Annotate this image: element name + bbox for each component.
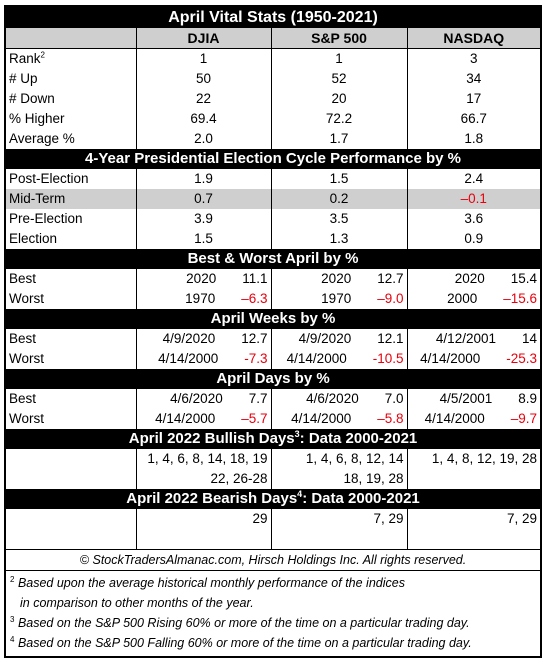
cell-djia: 4/9/2020 12.7: [136, 329, 271, 349]
row-label: Post-Election: [9, 171, 89, 186]
cell-sp500: 52: [271, 69, 407, 89]
cell-djia: 69.4: [136, 109, 271, 129]
spacer-cell: [6, 529, 136, 550]
cell-sp500: 4/14/2000 –5.8: [271, 409, 407, 429]
bearish-row: [6, 509, 540, 529]
cell-nasdaq: 3.6: [407, 209, 540, 229]
column-header-sp500: S&P 500: [271, 28, 407, 49]
row-label: [6, 509, 136, 529]
row-label: Mid-Term: [6, 189, 136, 209]
cell-djia: 2.0: [136, 129, 271, 149]
weeks-row-best: [6, 329, 540, 349]
cell-sp500: 0.2: [271, 189, 407, 209]
cell-nasdaq: 2.4: [407, 169, 540, 189]
cell-sp500: 4/14/2000 -10.5: [271, 349, 407, 369]
vital-stats-panel: [4, 5, 542, 658]
row-label: % Higher: [9, 111, 65, 126]
cell-djia: 4/6/2020 7.7: [136, 389, 271, 409]
cell-sp500: 1, 4, 6, 8, 12, 14: [271, 449, 407, 469]
footnote-4: $^4$ Based on the S&P 500 Falling 60% or more of the time on a particular trading day.: [10, 634, 472, 650]
row-label: # Down: [9, 91, 55, 106]
stat-row-down: [6, 89, 540, 109]
cell-nasdaq: 66.7: [407, 109, 540, 129]
cell-djia: 3.9: [136, 209, 271, 229]
cell-sp500: 7, 29: [271, 509, 407, 529]
row-label: Worst: [9, 351, 45, 366]
row-label: [6, 469, 136, 489]
cell-djia: 1: [136, 49, 271, 70]
cell-nasdaq: 2020 15.4: [407, 269, 540, 289]
election-row-midterm: [6, 189, 540, 209]
cell-nasdaq: –0.1: [407, 189, 540, 209]
copyright-text: © StockTradersAlmanac.com, Hirsch Holdings Inc. All rights reserved.: [6, 550, 540, 571]
footnotes: [6, 570, 540, 656]
cell-nasdaq: 3: [407, 49, 540, 70]
bullish-row-2: [6, 469, 540, 489]
cell-nasdaq: 1, 4, 8, 12, 19, 28: [407, 449, 540, 469]
cell-nasdaq: 4/5/2001 8.9: [407, 389, 540, 409]
cell-djia: 22: [136, 89, 271, 109]
cell-sp500: 20: [271, 89, 407, 109]
cell-nasdaq: 4/14/2000 -25.3: [407, 349, 540, 369]
cell-sp500: 18, 19, 28: [271, 469, 407, 489]
row-label: Pre-Election: [9, 211, 83, 226]
row-label: [6, 449, 136, 469]
cell-djia: 1.5: [136, 229, 271, 249]
cell-sp500: 1.5: [271, 169, 407, 189]
stat-row-rank: [6, 49, 540, 70]
section-title: April 2022 Bearish Days$^4$: Data 2000-2021: [6, 489, 540, 509]
cell-nasdaq: 34: [407, 69, 540, 89]
cell-sp500: 2020 12.7: [271, 269, 407, 289]
row-label: # Up: [9, 71, 38, 86]
vital-stats-table: [6, 7, 540, 570]
cell-djia: 1.9: [136, 169, 271, 189]
cell-nasdaq: 7, 29: [407, 509, 540, 529]
cell-djia: 22, 26-28: [136, 469, 271, 489]
row-label: Rank$^2$: [9, 50, 45, 66]
row-label: Best: [9, 391, 37, 406]
cell-nasdaq: 1.8: [407, 129, 540, 149]
copyright-row: [6, 550, 540, 571]
cell-nasdaq: 0.9: [407, 229, 540, 249]
cell-sp500: 1.7: [271, 129, 407, 149]
best-worst-row-best: [6, 269, 540, 289]
cell-nasdaq: [407, 469, 540, 489]
cell-sp500: 4/6/2020 7.0: [271, 389, 407, 409]
row-label: Election: [9, 231, 58, 246]
row-label: Best: [9, 271, 37, 286]
section-title: April Weeks by %: [6, 309, 540, 329]
section-title: April 2022 Bullish Days$^3$: Data 2000-2021: [6, 429, 540, 449]
stat-row-higher: [6, 109, 540, 129]
title-row: [6, 7, 540, 28]
cell-sp500: 4/9/2020 12.1: [271, 329, 407, 349]
cell-sp500: 72.2: [271, 109, 407, 129]
cell-djia: 50: [136, 69, 271, 89]
cell-djia: 2020 11.1: [136, 269, 271, 289]
cell-sp500: 1970 –9.0: [271, 289, 407, 309]
stat-row-average: [6, 129, 540, 149]
row-label: Average %: [9, 131, 75, 146]
cell-djia: 29: [136, 509, 271, 529]
column-header-row: [6, 28, 540, 49]
best-worst-row-worst: [6, 289, 540, 309]
spacer-cell: [407, 529, 540, 550]
days-row-best: [6, 389, 540, 409]
bearish-spacer-row: [6, 529, 540, 550]
cell-djia: 4/14/2000 –5.7: [136, 409, 271, 429]
cell-sp500: 3.5: [271, 209, 407, 229]
section-header-bearish: [6, 489, 540, 509]
row-label: Best: [9, 331, 37, 346]
cell-sp500: 1: [271, 49, 407, 70]
footnote-3: $^3$ Based on the S&P 500 Rising 60% or more of the time on a particular trading day.: [10, 614, 470, 630]
cell-nasdaq: 2000 –15.6: [407, 289, 540, 309]
section-title: Best & Worst April by %: [6, 249, 540, 269]
page-title: April Vital Stats (1950-2021): [6, 7, 540, 28]
days-row-worst: [6, 409, 540, 429]
section-header-weeks: [6, 309, 540, 329]
cell-djia: 4/14/2000 -7.3: [136, 349, 271, 369]
cell-sp500: 1.3: [271, 229, 407, 249]
column-header-blank: [6, 28, 136, 49]
footnote-2-continued: in comparison to other months of the year.: [20, 596, 254, 610]
cell-nasdaq: 4/12/2001 14: [407, 329, 540, 349]
weeks-row-worst: [6, 349, 540, 369]
spacer-cell: [271, 529, 407, 550]
row-label: Worst: [9, 291, 45, 306]
section-title: April Days by %: [6, 369, 540, 389]
election-row-post: [6, 169, 540, 189]
election-row-pre: [6, 209, 540, 229]
section-header-bullish: [6, 429, 540, 449]
bullish-row-1: [6, 449, 540, 469]
column-header-djia: DJIA: [136, 28, 271, 49]
section-title: 4-Year Presidential Election Cycle Performance by %: [6, 149, 540, 169]
cell-nasdaq: 4/14/2000 –9.7: [407, 409, 540, 429]
spacer-cell: [136, 529, 271, 550]
cell-nasdaq: 17: [407, 89, 540, 109]
column-header-nasdaq: NASDAQ: [407, 28, 540, 49]
section-header-days: [6, 369, 540, 389]
cell-djia: 0.7: [136, 189, 271, 209]
cell-djia: 1970 –6.3: [136, 289, 271, 309]
section-header-election: [6, 149, 540, 169]
row-label: Worst: [9, 411, 45, 426]
section-header-best-worst: [6, 249, 540, 269]
footnote-2: $^2$ Based upon the average historical monthly performance of the indices: [10, 574, 405, 590]
cell-djia: 1, 4, 6, 8, 14, 18, 19: [136, 449, 271, 469]
stat-row-up: [6, 69, 540, 89]
election-row-election: [6, 229, 540, 249]
